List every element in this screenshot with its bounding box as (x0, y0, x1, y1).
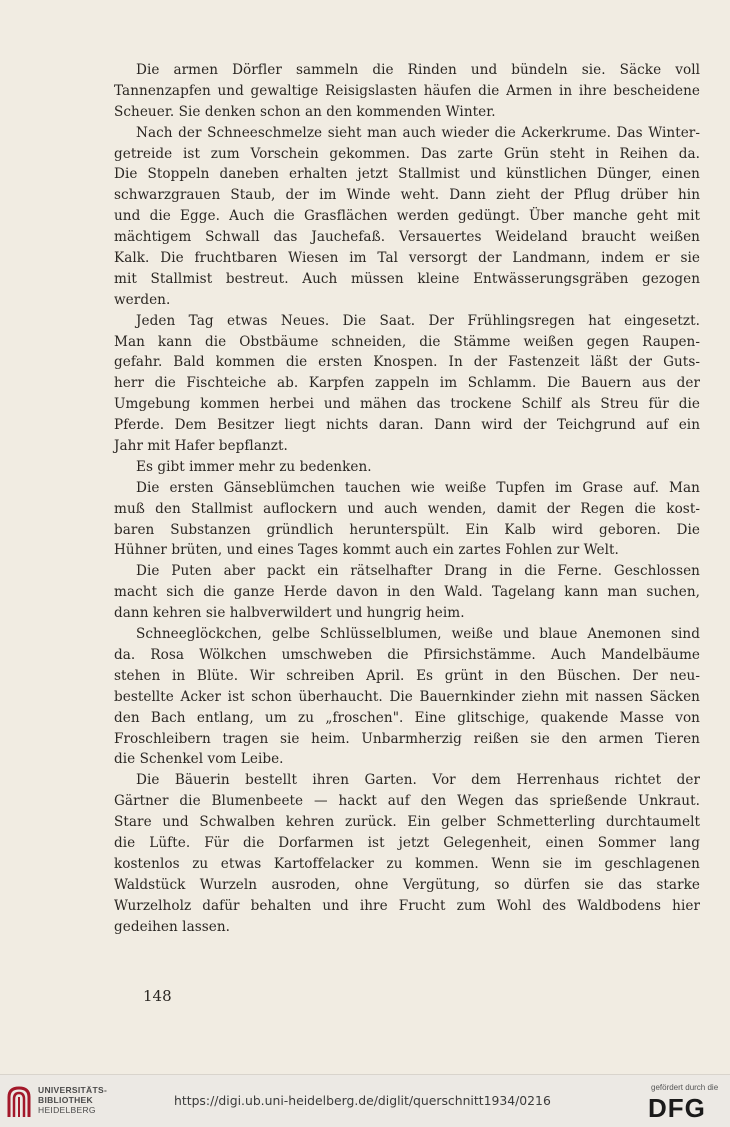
text-line: Nach der Schneeschmelze sieht man auch wieder die Ackerkrume. Das Winter- (136, 124, 700, 141)
text-line: die Schenkel vom Leibe. (114, 751, 284, 768)
text-line: da. Rosa Wölkchen umschweben die Pfirsichstämme. Auch Mandelbäume (114, 646, 700, 663)
viewer-footer (0, 1074, 730, 1127)
heidelberg-library-logo-icon (6, 1085, 32, 1119)
text-line: Gärtner die Blumenbeete — hackt auf den Wegen das sprießende Unkraut. (114, 793, 700, 810)
library-name (38, 1085, 107, 1115)
text-line: Scheuer. Sie denken schon an den kommenden Winter. (114, 103, 496, 120)
text-line: Man kann die Obstbäume schneiden, die Stämme weißen gegen Raupen- (114, 333, 700, 350)
text-line: bestellte Acker ist schon überhaucht. Die Bauernkinder ziehn mit nassen Säcken (114, 688, 700, 705)
text-line: Die ersten Gänseblümchen tauchen wie weiße Tupfen im Grase auf. Man (136, 479, 700, 496)
funder-label: gefördert durch die (651, 1083, 719, 1092)
text-line: die Lüfte. Für die Dorfarmen ist jetzt Gelegenheit, einen Sommer lang (114, 834, 700, 851)
library-name-line2: BIBLIOTHEK (38, 1095, 93, 1105)
text-line: mit Stallmist bestreut. Auch müssen kleine Entwässerungsgräben gezogen (114, 270, 700, 287)
text-line: und die Egge. Auch die Grasflächen werden gedüngt. Über manche geht mit (114, 208, 700, 225)
text-line: Waldstück Wurzeln ausroden, ohne Vergütung, so dürfen sie das starke (114, 876, 700, 893)
text-line: stehen in Blüte. Wir schreiben April. Es grünt in den Büschen. Der neu- (114, 667, 700, 684)
text-line: Stare und Schwalben kehren zurück. Ein gelber Schmetterling durchtaumelt (114, 814, 700, 831)
text-line: macht sich die ganze Herde davon in den Wald. Tagelang kann man suchen, (114, 584, 700, 601)
text-line: Hühner brüten, und eines Tages kommt auch ein zartes Fohlen zur Welt. (114, 542, 619, 559)
text-line: Jeden Tag etwas Neues. Die Saat. Der Frühlingsregen hat eingesetzt. (136, 312, 700, 329)
text-line: dann kehren sie halbverwildert und hungrig heim. (114, 605, 465, 622)
text-line: gefahr. Bald kommen die ersten Knospen. In der Fastenzeit läßt der Guts- (114, 354, 700, 371)
text-line: mächtigem Schwall das Jauchefaß. Versauertes Weideland braucht weißen (114, 229, 700, 246)
text-line: Froschleibern tragen sie heim. Unbarmherzig reißen sie den armen Tieren (114, 730, 700, 747)
text-line: Die Bäuerin bestellt ihren Garten. Vor dem Herrenhaus richtet der (136, 772, 700, 789)
text-line: kostenlos zu etwas Kartoffelacker zu kommen. Wenn sie im geschlagenen (114, 855, 700, 872)
text-line: Es gibt immer mehr zu bedenken. (136, 458, 372, 475)
text-line: Wurzelholz dafür behalten und ihre Frucht zum Wohl des Waldbodens hier (114, 897, 700, 914)
text-line: werden. (114, 291, 171, 308)
text-line: den Bach entlang, um zu „froschen". Eine glitschige, quakende Masse von (114, 709, 700, 726)
library-name-line1: UNIVERSITÄTS- (38, 1085, 108, 1095)
permalink-url[interactable]: https://digi.ub.uni-heidelberg.de/diglit/querschnitt1934/0216 (174, 1093, 551, 1108)
text-line: Jahr mit Hafer bepflanzt. (114, 438, 288, 455)
text-line: Die Stoppeln daneben erhalten jetzt Stallmist und künstlichen Dünger, einen (114, 166, 700, 183)
text-line: Umgebung kommen herbei und mähen das trockene Schilf als Streu für die (114, 396, 700, 413)
text-line: getreide ist zum Vorschein gekommen. Das zarte Grün steht in Reihen da. (114, 145, 700, 162)
text-line: muß den Stallmist auflockern und auch wenden, damit der Regen die kost- (114, 500, 700, 517)
page-number: 148 (143, 987, 172, 1005)
library-name-line3: HEIDELBERG (38, 1105, 96, 1115)
body-text (114, 60, 700, 937)
text-line: Die Puten aber packt ein rätselhafter Drang in die Ferne. Geschlossen (136, 563, 700, 580)
text-line: Kalk. Die fruchtbaren Wiesen im Tal versorgt der Landmann, indem er sie (114, 250, 700, 267)
dfg-logo: DFG (648, 1093, 706, 1123)
text-line: herr die Fischteiche ab. Karpfen zappeln im Schlamm. Die Bauern aus der (114, 375, 700, 392)
text-line: Schneeglöckchen, gelbe Schlüsselblumen, weiße und blaue Anemonen sind (136, 626, 700, 643)
text-line: baren Substanzen gründlich herunterspült. Ein Kalb wird geboren. Die (114, 521, 700, 538)
text-line: gedeihen lassen. (114, 918, 231, 935)
text-line: schwarzgrauen Staub, der im Winde weht. Dann zieht der Pflug drüber hin (114, 187, 700, 204)
text-line: Pferde. Dem Besitzer liegt nichts daran. Dann wird der Teichgrund auf ein (114, 417, 700, 434)
text-line: Tannenzapfen und gewaltige Reisigslasten häufen die Armen in ihre bescheidene (114, 82, 700, 99)
text-line: Die armen Dörfler sammeln die Rinden und bündeln sie. Säcke voll (136, 62, 700, 78)
